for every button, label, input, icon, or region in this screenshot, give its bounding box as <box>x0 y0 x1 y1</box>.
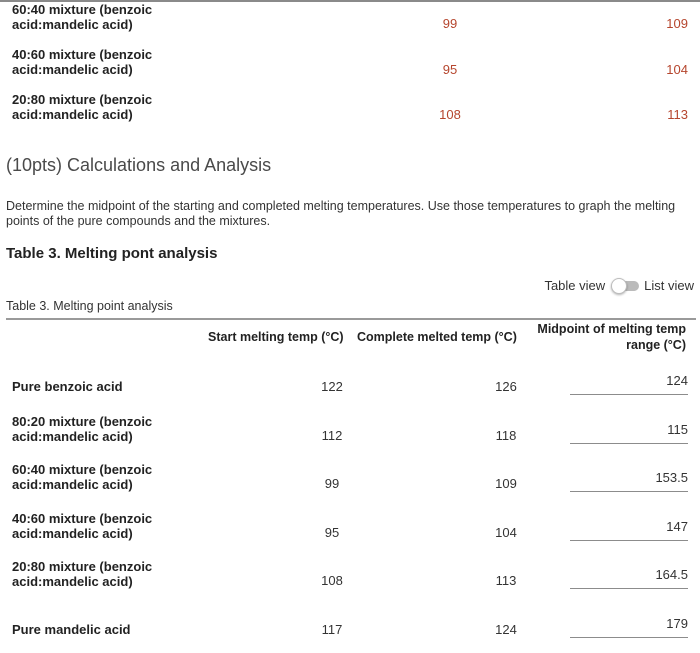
midpoint-input[interactable]: 124 <box>570 373 688 388</box>
row-label <box>12 511 152 541</box>
row-label-line: acid:mandelic acid) <box>12 17 152 32</box>
view-toggle <box>544 278 694 293</box>
complete-temp-value: 109 <box>650 16 688 31</box>
midpoint-input[interactable]: 115 <box>570 422 688 437</box>
row-label <box>12 622 131 637</box>
list-view-label[interactable]: List view <box>644 278 694 293</box>
row-label-line: acid:mandelic acid) <box>12 477 152 492</box>
complete-temp-value: 118 <box>486 428 526 443</box>
complete-temp-value: 113 <box>650 107 688 122</box>
midpoint-input-underline <box>570 540 688 541</box>
start-temp-value: 95 <box>312 525 352 540</box>
row-label-line: acid:mandelic acid) <box>12 526 152 541</box>
table-row <box>0 508 700 557</box>
complete-temp-value: 124 <box>486 622 526 637</box>
column-header-line: Midpoint of melting temp <box>537 321 686 337</box>
row-label-line: acid:mandelic acid) <box>12 574 152 589</box>
table-row <box>0 2 700 47</box>
start-temp-value: 117 <box>312 622 352 637</box>
section-heading: (10pts) Calculations and Analysis <box>6 155 271 176</box>
caption-divider <box>6 318 696 320</box>
start-temp-value: 99 <box>430 16 470 31</box>
row-label <box>12 414 152 444</box>
instructions-text: Determine the midpoint of the starting and completed melting temperatures. Use those temperatures to graph the melting points of the pure compounds and the mixtures. <box>6 199 686 229</box>
midpoint-input-underline <box>570 491 688 492</box>
midpoint-input[interactable]: 153.5 <box>570 470 688 485</box>
complete-temp-value: 104 <box>486 525 526 540</box>
toggle-knob <box>611 278 627 294</box>
complete-temp-value: 109 <box>486 476 526 491</box>
row-label <box>12 462 152 492</box>
previous-table <box>0 2 700 137</box>
row-label <box>12 2 152 32</box>
row-label-line: acid:mandelic acid) <box>12 429 152 444</box>
start-temp-value: 108 <box>430 107 470 122</box>
row-label-line: acid:mandelic acid) <box>12 107 152 122</box>
row-label-line: 80:20 mixture (benzoic <box>12 414 152 429</box>
start-temp-value: 112 <box>312 428 352 443</box>
column-header-complete-temp: Complete melted temp (°C) <box>357 329 517 345</box>
column-header-midpoint <box>537 321 686 353</box>
row-label-line: 60:40 mixture (benzoic <box>12 2 152 17</box>
midpoint-input[interactable]: 164.5 <box>570 567 688 582</box>
row-label <box>12 92 152 122</box>
table-caption: Table 3. Melting point analysis <box>6 299 173 313</box>
column-header-start-temp: Start melting temp (°C) <box>208 329 344 345</box>
midpoint-input-underline <box>570 637 688 638</box>
start-temp-value: 99 <box>312 476 352 491</box>
view-toggle-switch[interactable] <box>611 279 641 293</box>
complete-temp-value: 126 <box>486 379 526 394</box>
table-view-label[interactable]: Table view <box>544 278 605 293</box>
table-row <box>0 92 700 137</box>
midpoint-input-underline <box>570 588 688 589</box>
row-label-line: Pure mandelic acid <box>12 622 131 637</box>
table-row <box>0 362 700 411</box>
row-label-line: 20:80 mixture (benzoic <box>12 92 152 107</box>
midpoint-input-underline <box>570 443 688 444</box>
row-label-line: 20:80 mixture (benzoic <box>12 559 152 574</box>
table-title: Table 3. Melting pont analysis <box>6 245 217 262</box>
table-row <box>0 556 700 605</box>
table-row <box>0 47 700 92</box>
table-row <box>0 459 700 508</box>
row-label-line: 40:60 mixture (benzoic <box>12 511 152 526</box>
midpoint-input-underline <box>570 394 688 395</box>
row-label-line: 60:40 mixture (benzoic <box>12 462 152 477</box>
row-label-line: 40:60 mixture (benzoic <box>12 47 152 62</box>
table-row <box>0 411 700 460</box>
complete-temp-value: 104 <box>650 62 688 77</box>
column-header-line: range (°C) <box>537 337 686 353</box>
start-temp-value: 95 <box>430 62 470 77</box>
start-temp-value: 122 <box>312 379 352 394</box>
complete-temp-value: 113 <box>486 573 526 588</box>
row-label <box>12 47 152 77</box>
table3-body <box>0 362 700 653</box>
row-label-line: acid:mandelic acid) <box>12 62 152 77</box>
table-row <box>0 605 700 653</box>
midpoint-input[interactable]: 147 <box>570 519 688 534</box>
start-temp-value: 108 <box>312 573 352 588</box>
row-label-line: Pure benzoic acid <box>12 379 123 394</box>
row-label <box>12 559 152 589</box>
row-label <box>12 379 123 394</box>
midpoint-input[interactable]: 179 <box>570 616 688 631</box>
